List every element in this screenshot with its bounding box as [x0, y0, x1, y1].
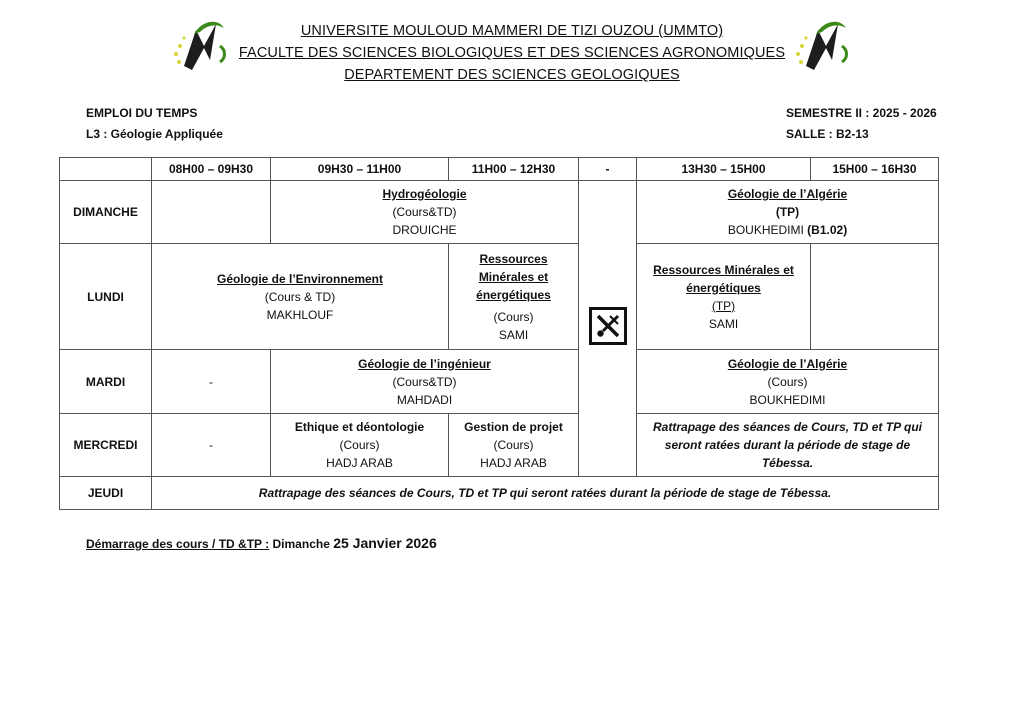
course-teacher: MAHDADI: [396, 392, 453, 407]
slot-header-break: -: [579, 158, 637, 181]
day-mercredi: MERCREDI: [60, 414, 152, 477]
course-cell: [449, 244, 579, 350]
course-subject: Géologie de l’Algérie: [727, 187, 848, 201]
course-subject: Ressources Minérales et énergétiques: [653, 262, 794, 295]
course-type: (Cours&TD): [392, 374, 457, 389]
course-teacher: DROUICHE: [392, 223, 457, 237]
empty-dash-cell: -: [152, 350, 271, 414]
course-cell: [637, 244, 811, 350]
course-teacher: BOUKHEDIMI: [727, 223, 804, 237]
header-row: [60, 158, 939, 181]
start-date-note: [86, 535, 437, 551]
slot-header-5: 15H00 – 16H30: [811, 158, 939, 181]
course-room: (B1.02): [807, 223, 848, 237]
course-subject: Ressources Minérales et énergétiques: [476, 251, 551, 302]
slot-header-1: 08H00 – 09H30: [152, 158, 271, 181]
empty-cell: [152, 181, 271, 244]
empty-dash-cell: -: [152, 414, 271, 477]
faculty-name: FACULTE DES SCIENCES BIOLOGIQUES ET DES SCIENCES AGRONOMIQUES: [238, 45, 786, 61]
start-day: Dimanche: [272, 537, 330, 551]
course-cell: [271, 181, 579, 244]
course-teacher: SAMI: [498, 327, 529, 342]
course-type: (Cours & TD): [264, 289, 336, 304]
course-teacher: HADJ ARAB: [480, 456, 547, 470]
course-cell: [271, 414, 449, 477]
makeup-note-cell: Rattrapage des séances de Cours, TD et TP qui seront ratées durant la période de stage de Tébessa.: [152, 477, 939, 510]
course-cell: [637, 350, 939, 414]
course-cell: [637, 181, 939, 244]
schedule-title: EMPLOI DU TEMPS: [86, 106, 198, 120]
slot-header-4: 13H30 – 15H00: [637, 158, 811, 181]
room-label: SALLE : B2-13: [786, 127, 869, 141]
course-cell: [271, 350, 579, 414]
semester-label: SEMESTRE II : 2025 - 2026: [786, 106, 937, 120]
course-cell: [152, 244, 449, 350]
day-dimanche: DIMANCHE: [60, 181, 152, 244]
course-type: (TP): [775, 205, 800, 219]
empty-cell: [811, 244, 939, 350]
start-label: Démarrage des cours / TD &TP :: [86, 537, 270, 551]
course-subject: Géologie de l’ingénieur: [358, 356, 491, 371]
course-type: (TP): [711, 298, 736, 313]
row-mercredi: [60, 414, 939, 477]
day-jeudi: JEUDI: [60, 477, 152, 510]
row-mardi: [60, 350, 939, 414]
day-mardi: MARDI: [60, 350, 152, 414]
course-type: (Cours): [493, 309, 534, 324]
course-cell: [449, 414, 579, 477]
department-name: DEPARTEMENT DES SCIENCES GEOLOGIQUES: [344, 67, 680, 83]
course-teacher: BOUKHEDIMI: [749, 392, 826, 407]
course-subject: Ethique et déontologie: [294, 420, 425, 434]
row-jeudi: [60, 477, 939, 510]
lunch-break-cell: [579, 181, 637, 477]
university-name: UNIVERSITE MOULOUD MAMMERI DE TIZI OUZOU (UMMTO): [300, 23, 724, 39]
level-label: L3 : Géologie Appliquée: [86, 127, 223, 141]
start-date: 25 Janvier 2026: [333, 535, 437, 551]
course-type: (Cours): [493, 438, 534, 452]
course-subject: Géologie de l’Algérie: [727, 356, 848, 371]
course-teacher: MAKHLOUF: [266, 307, 334, 322]
slot-header-2: 09H30 – 11H00: [271, 158, 449, 181]
day-lundi: LUNDI: [60, 244, 152, 350]
course-type: (Cours): [339, 438, 380, 452]
course-teacher: HADJ ARAB: [326, 456, 393, 470]
row-dimanche: [60, 181, 939, 244]
course-subject: Gestion de projet: [464, 420, 563, 434]
fork-knife-icon: [589, 307, 627, 345]
corner-cell: [60, 158, 152, 181]
timetable: [59, 157, 939, 510]
course-type: (Cours): [767, 374, 808, 389]
course-teacher: SAMI: [708, 316, 739, 331]
course-subject: Hydrogéologie: [382, 187, 467, 201]
makeup-note-cell: Rattrapage des séances de Cours, TD et TP qui seront ratées durant la période de stage de Tébessa.: [637, 414, 939, 477]
course-subject: Géologie de l’Environnement: [216, 271, 384, 286]
row-lundi: [60, 244, 939, 350]
course-teacher-room: [641, 221, 934, 239]
slot-header-3: 11H00 – 12H30: [449, 158, 579, 181]
course-type: (Cours&TD): [392, 205, 457, 219]
document-header: [0, 20, 1024, 86]
